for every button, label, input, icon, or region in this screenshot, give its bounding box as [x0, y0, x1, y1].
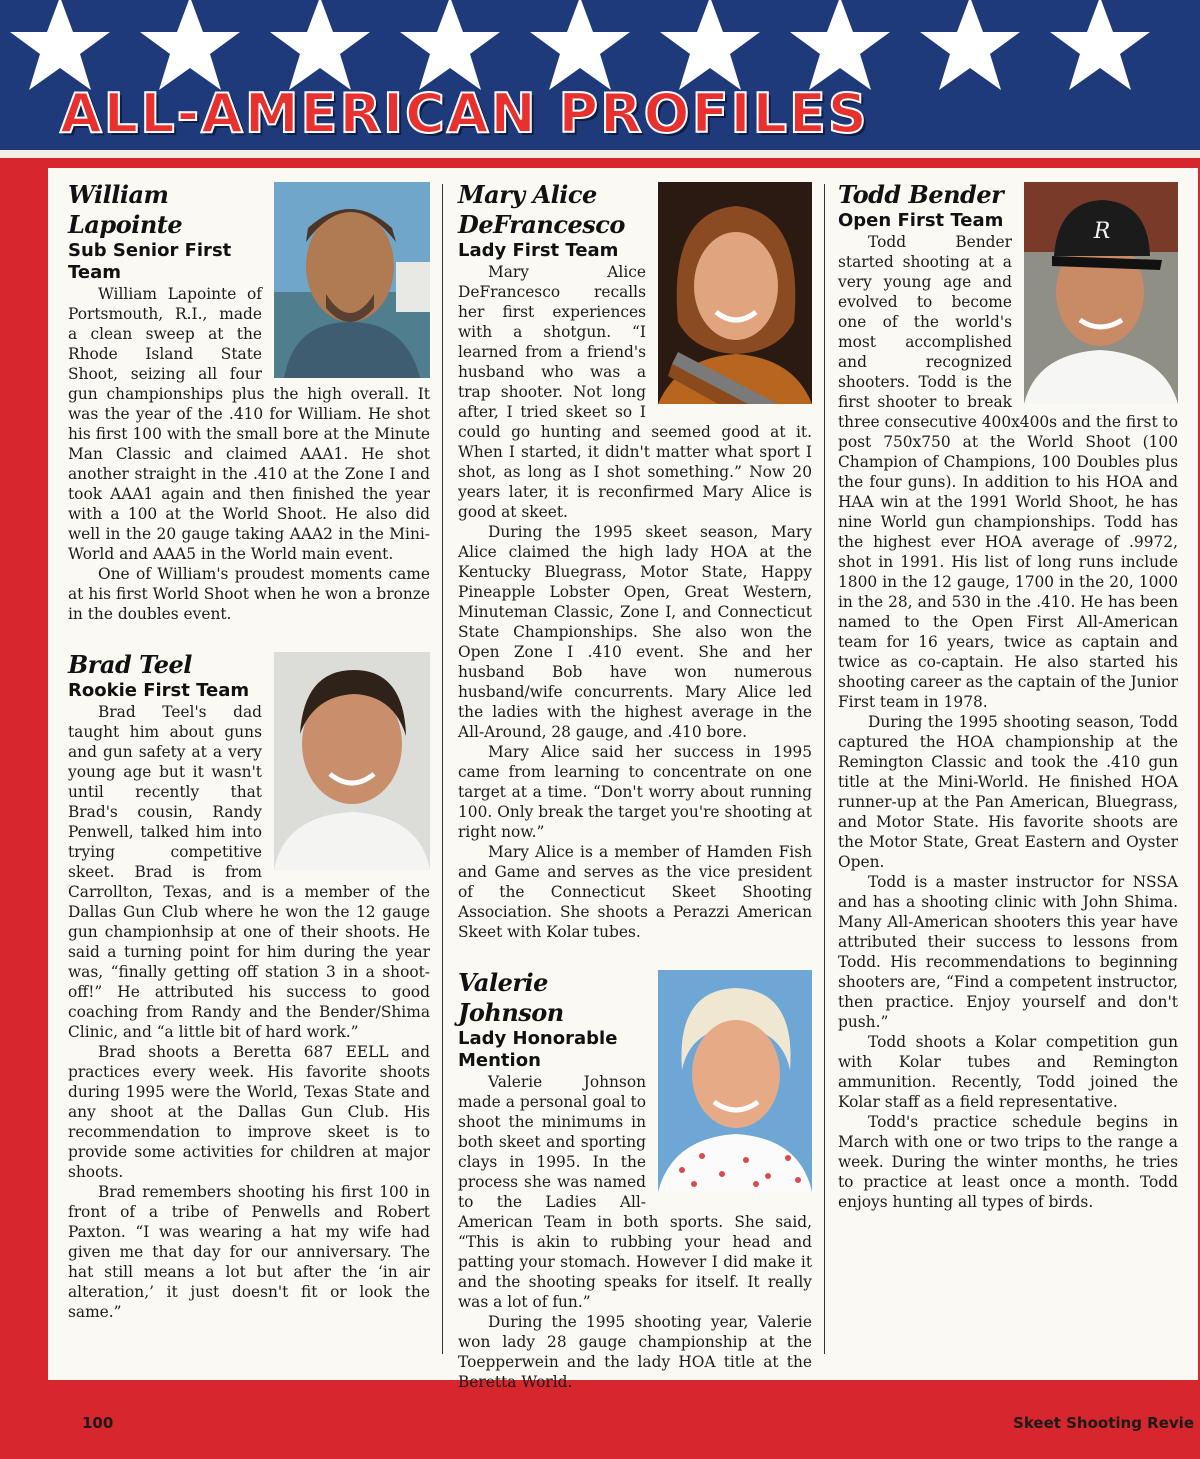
star-icon [400, 0, 500, 90]
profile-name: Mary Alice [458, 180, 597, 209]
profile-name-line2: DeFrancesco [458, 210, 625, 239]
publication-name: Skeet Shooting Revie [1013, 1414, 1194, 1432]
profile-paragraph: Mary Alice is a member of Hamden Fish and Game and serves as the vice president of the Connecticut Skeet Shooting Association. She shoots a Perazzi American Skeet with Kolar tubes. [458, 843, 812, 941]
star-icon [920, 0, 1020, 90]
profile-paragraph: Brad Teel's dad taught him about guns and gun safety at a very young age but it wasn't until recently that Brad's cousin, Randy Penwell, talked him into trying competitive skeet. Brad is from Carrollton, Texas, and is a member of the Dallas Gun Club where he won the 12 gauge gun championhsip at one of their shoots. He said a turning point for him during the year was, “finally getting off station 3 in a shoot-off!” He attributed his success to good coaching from Randy and the Bender/Shima Clinic, and “a little bit of hard work.” [68, 703, 430, 1041]
content-panel [48, 168, 1198, 1391]
profile-bender [838, 180, 1178, 1212]
page-title: ALL-AMERICAN PROFILES [60, 82, 869, 145]
star-icon [660, 0, 760, 90]
star-icon [790, 0, 890, 90]
profile-paragraph: Todd shoots a Kolar competition gun with Kolar tubes and Remington ammunition. Recently, Todd joined the Kolar staff as a field representative. [838, 1033, 1178, 1111]
profile-name: Brad Teel [68, 650, 192, 679]
star-icon [140, 0, 240, 90]
profile-paragraph: During the 1995 shooting year, Valerie won lady 28 gauge championship at the Toepperwein and the lady HOA title at the Beretta World. [458, 1313, 812, 1391]
header-banner [0, 0, 1200, 150]
stars-decoration [0, 0, 1200, 92]
svg-text:R: R [1093, 219, 1111, 244]
column-divider [442, 184, 443, 1354]
column-1 [68, 180, 430, 1348]
defrancesco-photo [658, 182, 812, 404]
profile-teel [68, 650, 430, 1322]
column-3 [838, 180, 1178, 1238]
profile-johnson [458, 968, 812, 1392]
profile-team: Open First Team [838, 210, 1004, 231]
profile-paragraph: One of William's proudest moments came at his first World Shoot when he won a bronze in the doubles event. [68, 565, 430, 623]
page-number: 100 [82, 1414, 114, 1432]
profile-paragraph: Todd Bender started shooting at a very young age and evolved to become one of the world's most accomplished and recognized shooters. Todd is the first shooter to break three consecutive 400x400s and the first to post 750x750 at the World Shoot (100 Champion of Champions, 100 Doubles plus the four guns). In addition to his HOA and HAA win at the 1991 World Shoot, he has nine World gun championships. Todd has the highest ever HOA average of .9972, shot in 1991. His list of long runs include 1800 in the 12 gauge, 1700 in the 20, 1000 in the 28, and 530 in the .410. He has been named to the Open First All-American team for 16 years, twice as captain and twice as co-captain. He also started his shooting career as the captain of the Junior First team in 1978. [838, 233, 1179, 711]
profile-paragraph: Mary Alice said her success in 1995 came from learning to concentrate on one target at a time. “Don't worry about running 100. Only break the target you're shooting at right now.” [458, 743, 812, 841]
bender-photo [1024, 182, 1178, 404]
profile-team: Rookie First Team [68, 680, 250, 701]
column-2 [458, 180, 812, 1418]
star-icon [10, 0, 110, 90]
banner-stripe [0, 150, 1200, 158]
johnson-photo [658, 970, 812, 1192]
profile-paragraph: Todd is a master instructor for NSSA and has a shooting clinic with John Shima. Many All-American shooters this year have attributed their success to lessons from Todd. His recommendations to beginning shooters are, “Find a competent instructor, then practice. Enjoy yourself and don't push.” [838, 873, 1178, 1031]
profile-name: Todd Bender [838, 180, 1004, 209]
star-icon [530, 0, 630, 90]
star-icon [270, 0, 370, 90]
profile-team: Sub Senior First Team [68, 240, 232, 283]
lapointe-photo [274, 182, 430, 378]
profile-paragraph: Valerie Johnson made a personal goal to shoot the minimums in both skeet and sporting clays in 1995. In the process she was named to the Ladies All-American Team in both sports. She said, “This is akin to rubbing your head and patting your stomach. However I did make it and the shooting speaks for itself. It really was a lot of fun.” [458, 1073, 812, 1311]
profile-lapointe [68, 180, 430, 624]
profile-paragraph: During the 1995 shooting season, Todd captured the HOA championship at the Remington Classic and took the .410 gun title at the Mini-World. He finished HOA runner-up at the Pan American, Bluegrass, and Motor State. His favorite shoots are the Motor State, Great Eastern and Oyster Open. [838, 713, 1178, 871]
profile-paragraph: Todd's practice schedule begins in March with one or two trips to the range a week. During the winter months, he tries to practice at least once a month. Todd enjoys hunting all types of birds. [838, 1113, 1178, 1211]
teel-photo [274, 652, 430, 870]
profile-paragraph: William Lapointe of Portsmouth, R.I., made a clean sweep at the Rhode Island State Shoot, seizing all four gun championships plus the high overall. It was the year of the .410 for William. He shot his first 100 with the small bore at the Minute Man Classic and claimed AAA1. He shot another straight in the .410 at the Zone I and took AAA1 again and then finished the year with a 100 at the World Shoot. He also did well in the 20 gauge taking AAA2 in the Mini-World and AAA5 in the World main event. [68, 285, 430, 563]
profile-paragraph: Brad remembers shooting his first 100 in front of a tribe of Penwells and Robert Paxton. “I was wearing a hat my wife had given me that day for our anniversary. The hat still means a lot but after the ‘in air alteration,’ it just doesn't fit or look the same.” [68, 1183, 430, 1321]
profile-name: William Lapointe [68, 180, 183, 239]
profile-paragraph: Mary Alice DeFrancesco recalls her first experiences with a shotgun. “I learned from a friend's husband who was a trap shooter. Not long after, I tried skeet so I could go hunting and seemed good at it. When I started, it didn't matter what sport I shot, as long as I shot something.” Now 20 years later, it is reconfirmed Mary Alice is good at skeet. [458, 263, 812, 521]
profile-paragraph: Brad shoots a Beretta 687 EELL and practices every week. His favorite shoots during 1995 were the World, Texas State and any shoot at the Dallas Gun Club. His recommendation to improve skeet is to provide some activities for children at major shoots. [68, 1043, 430, 1181]
profile-defrancesco [458, 180, 812, 942]
column-divider [824, 184, 825, 1354]
profile-paragraph: During the 1995 skeet season, Mary Alice claimed the high lady HOA at the Kentucky Bluegrass, Motor State, Happy Pineapple Lobster Open, Great Western, Minuteman Classic, Zone I, and Connecticut State Championships. She also won the Open Zone I .410 event. She and her husband Bob have won numerous husband/wife concurrents. Mary Alice led the ladies with the highest average in the All-Around, 28 gauge, and .410 bore. [458, 523, 812, 741]
profile-team: Lady Honorable Mention [458, 1028, 618, 1071]
profile-name: Valerie Johnson [458, 968, 564, 1027]
star-icon [1050, 0, 1150, 90]
profile-team: Lady First Team [458, 240, 619, 261]
